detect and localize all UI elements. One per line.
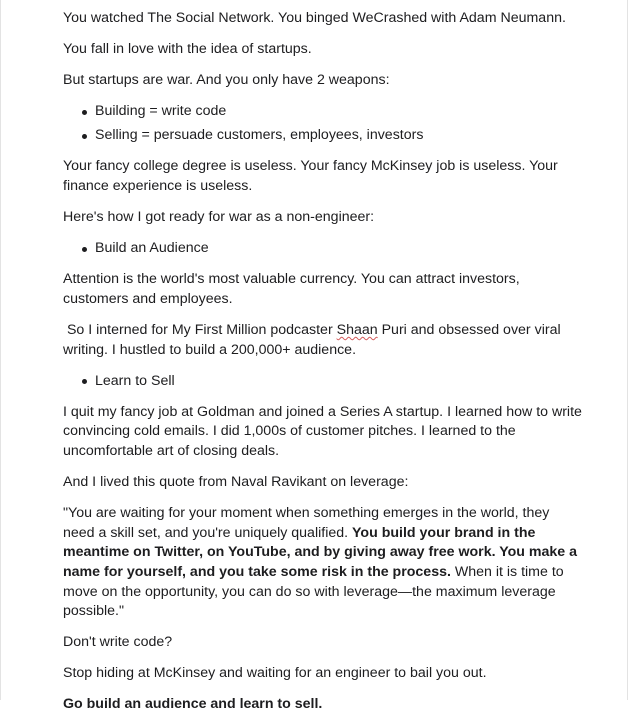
war-ready-paragraph: Here's how I got ready for war as a non-engineer:: [63, 209, 375, 226]
quote-bold: You build your brand in the meantime on Twitter, on YouTube, and by giving away free work. You make a name for yourself, and you take some risk in the process.: [63, 524, 578, 580]
attention-paragraph: Attention is the world's most valuable currency. You can attract investors, customers and employees.: [63, 271, 520, 307]
closing-paragraph: [63, 695, 583, 715]
list-item: Build an Audience: [95, 239, 583, 259]
weapons-intro-paragraph: But startups are war. And you only have 2 weapons:: [63, 72, 390, 89]
intern-text-start: So I interned for My First Million podcaster: [63, 322, 337, 339]
list-item: Selling = persuade customers, employees, investors: [95, 126, 583, 146]
spellcheck-word: Shaan: [336, 322, 378, 339]
list-item: Learn to Sell: [95, 372, 583, 392]
list-item: Building = write code: [95, 102, 583, 122]
quote-end: When it is time to move on the opportunity, you can do so with leverage—the maximum leverage possible.": [63, 563, 564, 620]
step-list-audience: [63, 239, 583, 259]
intern-paragraph: [63, 321, 583, 360]
quote-intro-paragraph: And I lived this quote from Naval Ravikant on leverage:: [63, 474, 409, 491]
useless-paragraph: Your fancy college degree is useless. Your fancy McKinsey job is useless. Your finance experience is useless.: [63, 158, 558, 195]
quote-start: "You are waiting for your moment when something emerges in the world, they need a skill set, and you're uniquely qualified.: [63, 505, 550, 541]
weapons-list: [63, 102, 583, 146]
stop-hiding-paragraph: Stop hiding at McKinsey and waiting for an engineer to bail you out.: [63, 665, 487, 682]
closing-bold: Go build an audience and learn to sell.: [63, 696, 323, 713]
naval-quote: [63, 504, 583, 622]
document-body: [63, 9, 583, 727]
intro-paragraph: You watched The Social Network. You binged WeCrashed with Adam Neumann.: [63, 10, 566, 26]
startups-love-paragraph: You fall in love with the idea of startups.: [63, 41, 312, 58]
goldman-paragraph: I quit my fancy job at Goldman and joined a Series A startup. I learned how to write convincing cold emails. I did 1,000s of customer pitches. I learned to the uncomfortable art of closing deals.: [63, 403, 582, 459]
intern-text-end: Puri and obsessed over viral writing. I hustled to build a 200,000+ audience.: [63, 322, 561, 358]
step-list-sell: [63, 372, 583, 392]
dont-code-paragraph: Don't write code?: [63, 634, 173, 651]
